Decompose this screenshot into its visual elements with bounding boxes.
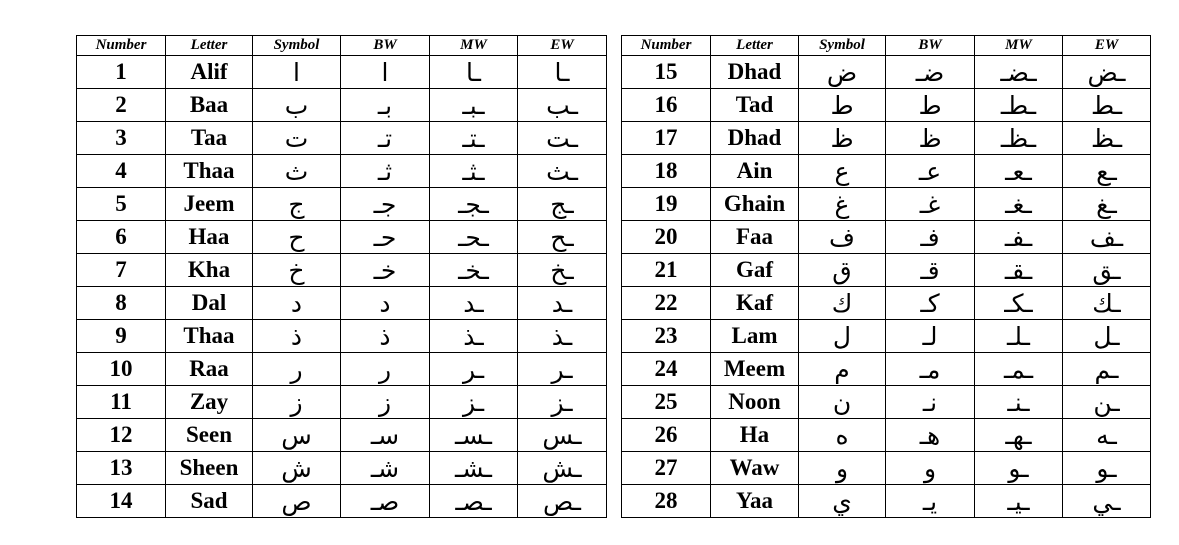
cell-beginning-form: ثـ <box>341 155 430 188</box>
table-row <box>77 386 607 419</box>
cell-symbol: غ <box>799 188 886 221</box>
cell-number: 6 <box>77 221 166 254</box>
header-row <box>622 36 1151 56</box>
cell-symbol: ث <box>253 155 341 188</box>
cell-middle-form: ـثـ <box>430 155 518 188</box>
cell-letter-name: Ghain <box>711 188 799 221</box>
cell-end-form: ـب <box>518 89 607 122</box>
cell-number: 4 <box>77 155 166 188</box>
cell-letter-name: Thaa <box>166 320 253 353</box>
cell-middle-form: ـصـ <box>430 485 518 518</box>
table-row <box>77 254 607 287</box>
header-ew: EW <box>518 36 607 56</box>
cell-end-form: ـف <box>1063 221 1151 254</box>
cell-number: 7 <box>77 254 166 287</box>
cell-number: 10 <box>77 353 166 386</box>
table-row <box>622 56 1151 89</box>
table-row <box>622 353 1151 386</box>
table-row <box>77 89 607 122</box>
cell-end-form: ـل <box>1063 320 1151 353</box>
table-row <box>77 485 607 518</box>
cell-middle-form: ـخـ <box>430 254 518 287</box>
cell-end-form: ـا <box>518 56 607 89</box>
cell-number: 24 <box>622 353 711 386</box>
cell-end-form: ـغ <box>1063 188 1151 221</box>
cell-number: 23 <box>622 320 711 353</box>
cell-letter-name: Yaa <box>711 485 799 518</box>
cell-number: 19 <box>622 188 711 221</box>
cell-symbol: ك <box>799 287 886 320</box>
cell-beginning-form: نـ <box>886 386 975 419</box>
cell-middle-form: ـز <box>430 386 518 419</box>
header-symbol: Symbol <box>799 36 886 56</box>
cell-middle-form: ـقـ <box>975 254 1063 287</box>
cell-letter-name: Ain <box>711 155 799 188</box>
header-bw: BW <box>886 36 975 56</box>
cell-symbol: ض <box>799 56 886 89</box>
cell-number: 2 <box>77 89 166 122</box>
cell-number: 11 <box>77 386 166 419</box>
cell-number: 1 <box>77 56 166 89</box>
cell-symbol: ن <box>799 386 886 419</box>
table-row <box>77 122 607 155</box>
cell-end-form: ـج <box>518 188 607 221</box>
header-row <box>77 36 607 56</box>
cell-middle-form: ـطـ <box>975 89 1063 122</box>
cell-middle-form: ـجـ <box>430 188 518 221</box>
table-row <box>622 452 1151 485</box>
table-row <box>77 188 607 221</box>
cell-letter-name: Dal <box>166 287 253 320</box>
cell-letter-name: Jeem <box>166 188 253 221</box>
cell-symbol: ظ <box>799 122 886 155</box>
cell-symbol: ج <box>253 188 341 221</box>
cell-end-form: ـش <box>518 452 607 485</box>
cell-number: 12 <box>77 419 166 452</box>
table-row <box>77 353 607 386</box>
table-row <box>622 386 1151 419</box>
cell-middle-form: ـفـ <box>975 221 1063 254</box>
cell-middle-form: ـد <box>430 287 518 320</box>
cell-symbol: ق <box>799 254 886 287</box>
table-row <box>77 221 607 254</box>
cell-number: 16 <box>622 89 711 122</box>
table-row <box>77 155 607 188</box>
table-row <box>622 287 1151 320</box>
cell-letter-name: Seen <box>166 419 253 452</box>
cell-beginning-form: مـ <box>886 353 975 386</box>
cell-beginning-form: ا <box>341 56 430 89</box>
cell-number: 27 <box>622 452 711 485</box>
table-row <box>622 254 1151 287</box>
cell-letter-name: Thaa <box>166 155 253 188</box>
header-symbol: Symbol <box>253 36 341 56</box>
cell-symbol: و <box>799 452 886 485</box>
cell-end-form: ـس <box>518 419 607 452</box>
cell-number: 25 <box>622 386 711 419</box>
table-row <box>77 287 607 320</box>
cell-beginning-form: كـ <box>886 287 975 320</box>
table-row <box>622 122 1151 155</box>
cell-end-form: ـك <box>1063 287 1151 320</box>
cell-end-form: ـظ <box>1063 122 1151 155</box>
cell-beginning-form: ظ <box>886 122 975 155</box>
cell-letter-name: Alif <box>166 56 253 89</box>
cell-letter-name: Tad <box>711 89 799 122</box>
cell-letter-name: Gaf <box>711 254 799 287</box>
cell-beginning-form: قـ <box>886 254 975 287</box>
cell-beginning-form: يـ <box>886 485 975 518</box>
cell-beginning-form: سـ <box>341 419 430 452</box>
cell-number: 26 <box>622 419 711 452</box>
cell-number: 20 <box>622 221 711 254</box>
cell-symbol: ب <box>253 89 341 122</box>
cell-symbol: ت <box>253 122 341 155</box>
cell-number: 21 <box>622 254 711 287</box>
cell-beginning-form: بـ <box>341 89 430 122</box>
cell-middle-form: ـلـ <box>975 320 1063 353</box>
cell-end-form: ـن <box>1063 386 1151 419</box>
cell-middle-form: ـسـ <box>430 419 518 452</box>
cell-beginning-form: شـ <box>341 452 430 485</box>
cell-symbol: ص <box>253 485 341 518</box>
header-letter: Letter <box>166 36 253 56</box>
header-bw: BW <box>341 36 430 56</box>
header-mw: MW <box>975 36 1063 56</box>
cell-letter-name: Sheen <box>166 452 253 485</box>
table-row <box>622 320 1151 353</box>
cell-letter-name: Haa <box>166 221 253 254</box>
cell-letter-name: Lam <box>711 320 799 353</box>
table-row <box>622 155 1151 188</box>
cell-end-form: ـم <box>1063 353 1151 386</box>
cell-end-form: ـق <box>1063 254 1151 287</box>
cell-letter-name: Kaf <box>711 287 799 320</box>
cell-letter-name: Raa <box>166 353 253 386</box>
cell-middle-form: ـعـ <box>975 155 1063 188</box>
cell-middle-form: ـبـ <box>430 89 518 122</box>
cell-number: 22 <box>622 287 711 320</box>
cell-end-form: ـع <box>1063 155 1151 188</box>
cell-end-form: ـذ <box>518 320 607 353</box>
cell-end-form: ـد <box>518 287 607 320</box>
cell-end-form: ـث <box>518 155 607 188</box>
cell-end-form: ـط <box>1063 89 1151 122</box>
cell-number: 13 <box>77 452 166 485</box>
table-row <box>77 452 607 485</box>
cell-end-form: ـز <box>518 386 607 419</box>
cell-middle-form: ـضـ <box>975 56 1063 89</box>
cell-middle-form: ـحـ <box>430 221 518 254</box>
cell-beginning-form: عـ <box>886 155 975 188</box>
cell-number: 15 <box>622 56 711 89</box>
cell-beginning-form: د <box>341 287 430 320</box>
cell-letter-name: Dhad <box>711 56 799 89</box>
table-row <box>77 320 607 353</box>
cell-beginning-form: غـ <box>886 188 975 221</box>
cell-beginning-form: تـ <box>341 122 430 155</box>
header-ew: EW <box>1063 36 1151 56</box>
cell-symbol: ل <box>799 320 886 353</box>
cell-end-form: ـص <box>518 485 607 518</box>
table-row <box>622 188 1151 221</box>
cell-symbol: ر <box>253 353 341 386</box>
cell-middle-form: ـا <box>430 56 518 89</box>
cell-beginning-form: ط <box>886 89 975 122</box>
header-number: Number <box>622 36 711 56</box>
cell-number: 14 <box>77 485 166 518</box>
table-row <box>622 221 1151 254</box>
cell-number: 3 <box>77 122 166 155</box>
cell-middle-form: ـمـ <box>975 353 1063 386</box>
cell-letter-name: Meem <box>711 353 799 386</box>
cell-middle-form: ـكـ <box>975 287 1063 320</box>
cell-end-form: ـي <box>1063 485 1151 518</box>
cell-beginning-form: ضـ <box>886 56 975 89</box>
cell-symbol: ا <box>253 56 341 89</box>
cell-beginning-form: خـ <box>341 254 430 287</box>
cell-symbol: ح <box>253 221 341 254</box>
cell-symbol: خ <box>253 254 341 287</box>
cell-number: 18 <box>622 155 711 188</box>
header-letter: Letter <box>711 36 799 56</box>
cell-middle-form: ـتـ <box>430 122 518 155</box>
cell-middle-form: ـنـ <box>975 386 1063 419</box>
cell-letter-name: Ha <box>711 419 799 452</box>
cell-beginning-form: فـ <box>886 221 975 254</box>
cell-beginning-form: و <box>886 452 975 485</box>
cell-number: 8 <box>77 287 166 320</box>
cell-number: 9 <box>77 320 166 353</box>
cell-number: 17 <box>622 122 711 155</box>
table-row <box>622 89 1151 122</box>
table-row <box>622 419 1151 452</box>
cell-letter-name: Noon <box>711 386 799 419</box>
cell-end-form: ـح <box>518 221 607 254</box>
cell-middle-form: ـغـ <box>975 188 1063 221</box>
header-mw: MW <box>430 36 518 56</box>
cell-end-form: ـخ <box>518 254 607 287</box>
table-row <box>77 419 607 452</box>
cell-letter-name: Sad <box>166 485 253 518</box>
cell-end-form: ـض <box>1063 56 1151 89</box>
cell-number: 28 <box>622 485 711 518</box>
cell-symbol: ش <box>253 452 341 485</box>
cell-number: 5 <box>77 188 166 221</box>
cell-symbol: ف <box>799 221 886 254</box>
table-row <box>77 56 607 89</box>
cell-beginning-form: صـ <box>341 485 430 518</box>
cell-middle-form: ـظـ <box>975 122 1063 155</box>
header-number: Number <box>77 36 166 56</box>
cell-symbol: ه <box>799 419 886 452</box>
cell-beginning-form: لـ <box>886 320 975 353</box>
cell-letter-name: Baa <box>166 89 253 122</box>
cell-symbol: م <box>799 353 886 386</box>
cell-beginning-form: هـ <box>886 419 975 452</box>
cell-end-form: ـت <box>518 122 607 155</box>
cell-middle-form: ـهـ <box>975 419 1063 452</box>
cell-end-form: ـه <box>1063 419 1151 452</box>
cell-letter-name: Zay <box>166 386 253 419</box>
cell-beginning-form: ر <box>341 353 430 386</box>
cell-middle-form: ـشـ <box>430 452 518 485</box>
cell-end-form: ـو <box>1063 452 1151 485</box>
cell-symbol: ي <box>799 485 886 518</box>
cell-beginning-form: ذ <box>341 320 430 353</box>
cell-letter-name: Kha <box>166 254 253 287</box>
alphabet-table-right <box>621 35 1151 518</box>
cell-symbol: ز <box>253 386 341 419</box>
cell-symbol: س <box>253 419 341 452</box>
cell-symbol: ط <box>799 89 886 122</box>
cell-symbol: ذ <box>253 320 341 353</box>
table-row <box>622 485 1151 518</box>
cell-beginning-form: جـ <box>341 188 430 221</box>
cell-middle-form: ـو <box>975 452 1063 485</box>
cell-beginning-form: حـ <box>341 221 430 254</box>
cell-letter-name: Waw <box>711 452 799 485</box>
cell-letter-name: Dhad <box>711 122 799 155</box>
cell-symbol: د <box>253 287 341 320</box>
cell-beginning-form: ز <box>341 386 430 419</box>
alphabet-table-left <box>76 35 607 518</box>
cell-letter-name: Taa <box>166 122 253 155</box>
cell-symbol: ع <box>799 155 886 188</box>
cell-middle-form: ـر <box>430 353 518 386</box>
cell-end-form: ـر <box>518 353 607 386</box>
cell-middle-form: ـذ <box>430 320 518 353</box>
cell-middle-form: ـيـ <box>975 485 1063 518</box>
cell-letter-name: Faa <box>711 221 799 254</box>
